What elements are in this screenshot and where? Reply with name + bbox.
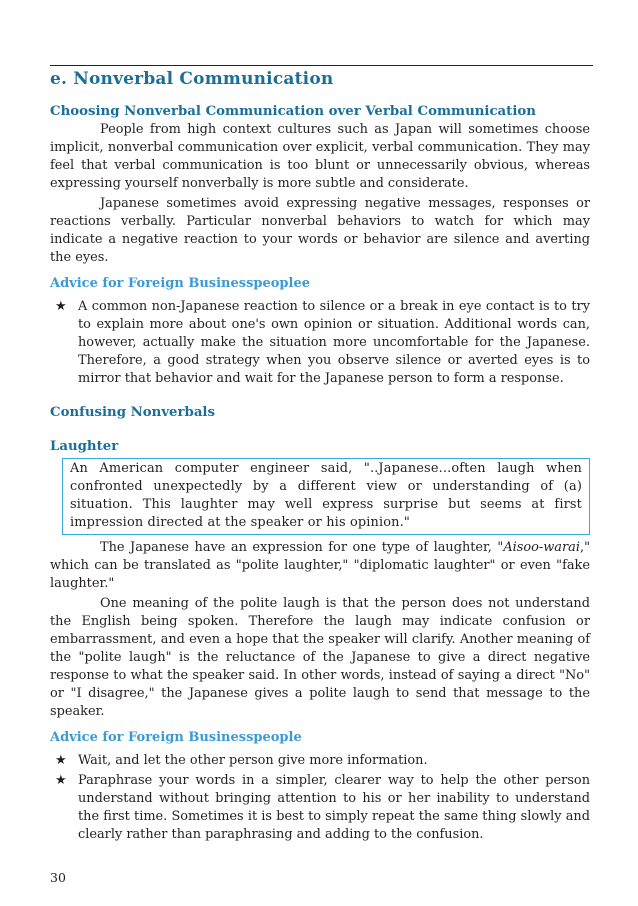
list-item [55, 298, 590, 388]
aisoo-warai-term: Aisoo-warai [503, 540, 580, 555]
advice-list-1 [50, 298, 590, 388]
list-item [55, 772, 590, 844]
paragraph-negative-messages: Japanese sometimes avoid expressing negative messages, responses or reactions verbally. Particular nonverbal behaviors to watch for which may indicate a negative reaction to your words or behavior are silence and averting the eyes. [50, 196, 590, 265]
advice-2-item-1-text: Wait, and let the other person give more information. [78, 753, 428, 768]
section-title: e. Nonverbal Communication [50, 69, 334, 89]
star-bullet-icon: ★ [55, 773, 67, 788]
list-item [55, 752, 590, 770]
para-3-end: ," which can be translated as "polite laughter," "diplomatic laughter" or even "fake laughter." [50, 540, 590, 591]
advice-list-2 [50, 752, 590, 844]
advice-2-item-2-text: Paraphrase your words in a simpler, clearer way to help the other person understand without bringing attention to his or her inability to understand the first time. Sometimes it is best to simply repeat the same thing slowly and clearly rather than paraphrasing and adding to the confusion. [78, 773, 590, 842]
para-3-start: The Japanese have an expression for one type of laughter, " [100, 540, 504, 555]
quote-box: An American computer engineer said, "..Japanese...often laugh when confronted unexpectedly by a different view or understanding of (a) situation. This laughter may well express surprise but seems at first impression directed at the speaker or his opinion." [62, 458, 590, 535]
paragraph-polite-laugh: One meaning of the polite laugh is that the person does not understand the English being spoken. Therefore the laugh may indicate confusion or embarrassment, and even a hope that the speaker will clarify. Another meaning of the "polite laugh" is the reluctance of the Japanese to give a direct negative response to what the speaker said. In other words, instead of saying a direct "No" or "I disagree," the Japanese gives a polite laugh to send that message to the speaker. [50, 596, 590, 719]
advice-heading-2: Advice for Foreign Businesspeople [50, 730, 302, 745]
paragraph-aisoo-warai [50, 539, 590, 593]
subheading-confusing-nonverbals: Confusing Nonverbals [50, 405, 215, 420]
subheading-choosing-nonverbal: Choosing Nonverbal Communication over Verbal Communication [50, 104, 536, 119]
page-body [50, 103, 590, 844]
page-number: 30 [50, 870, 66, 885]
paragraph-high-context: People from high context cultures such as Japan will sometimes choose implicit, nonverbal communication over explicit, verbal communication. They may feel that verbal communication is too blunt or unnecessarily obvious, whereas expressing yourself nonverbally is more subtle and considerate. [50, 122, 590, 191]
star-bullet-icon: ★ [55, 753, 67, 768]
top-rule [50, 65, 593, 66]
star-bullet-icon: ★ [55, 299, 67, 314]
subheading-laughter: Laughter [50, 439, 119, 454]
advice-1-item-text: A common non-Japanese reaction to silence or a break in eye contact is to try to explain more about one's own opinion or situation. Additional words can, however, actually make the situation more uncomfortable for the Japanese. Therefore, a good strategy when you observe silence or averted eyes is to mirror that behavior and wait for the Japanese person to form a response. [78, 299, 590, 386]
advice-heading-1: Advice for Foreign Businesspeoplee [50, 276, 310, 291]
